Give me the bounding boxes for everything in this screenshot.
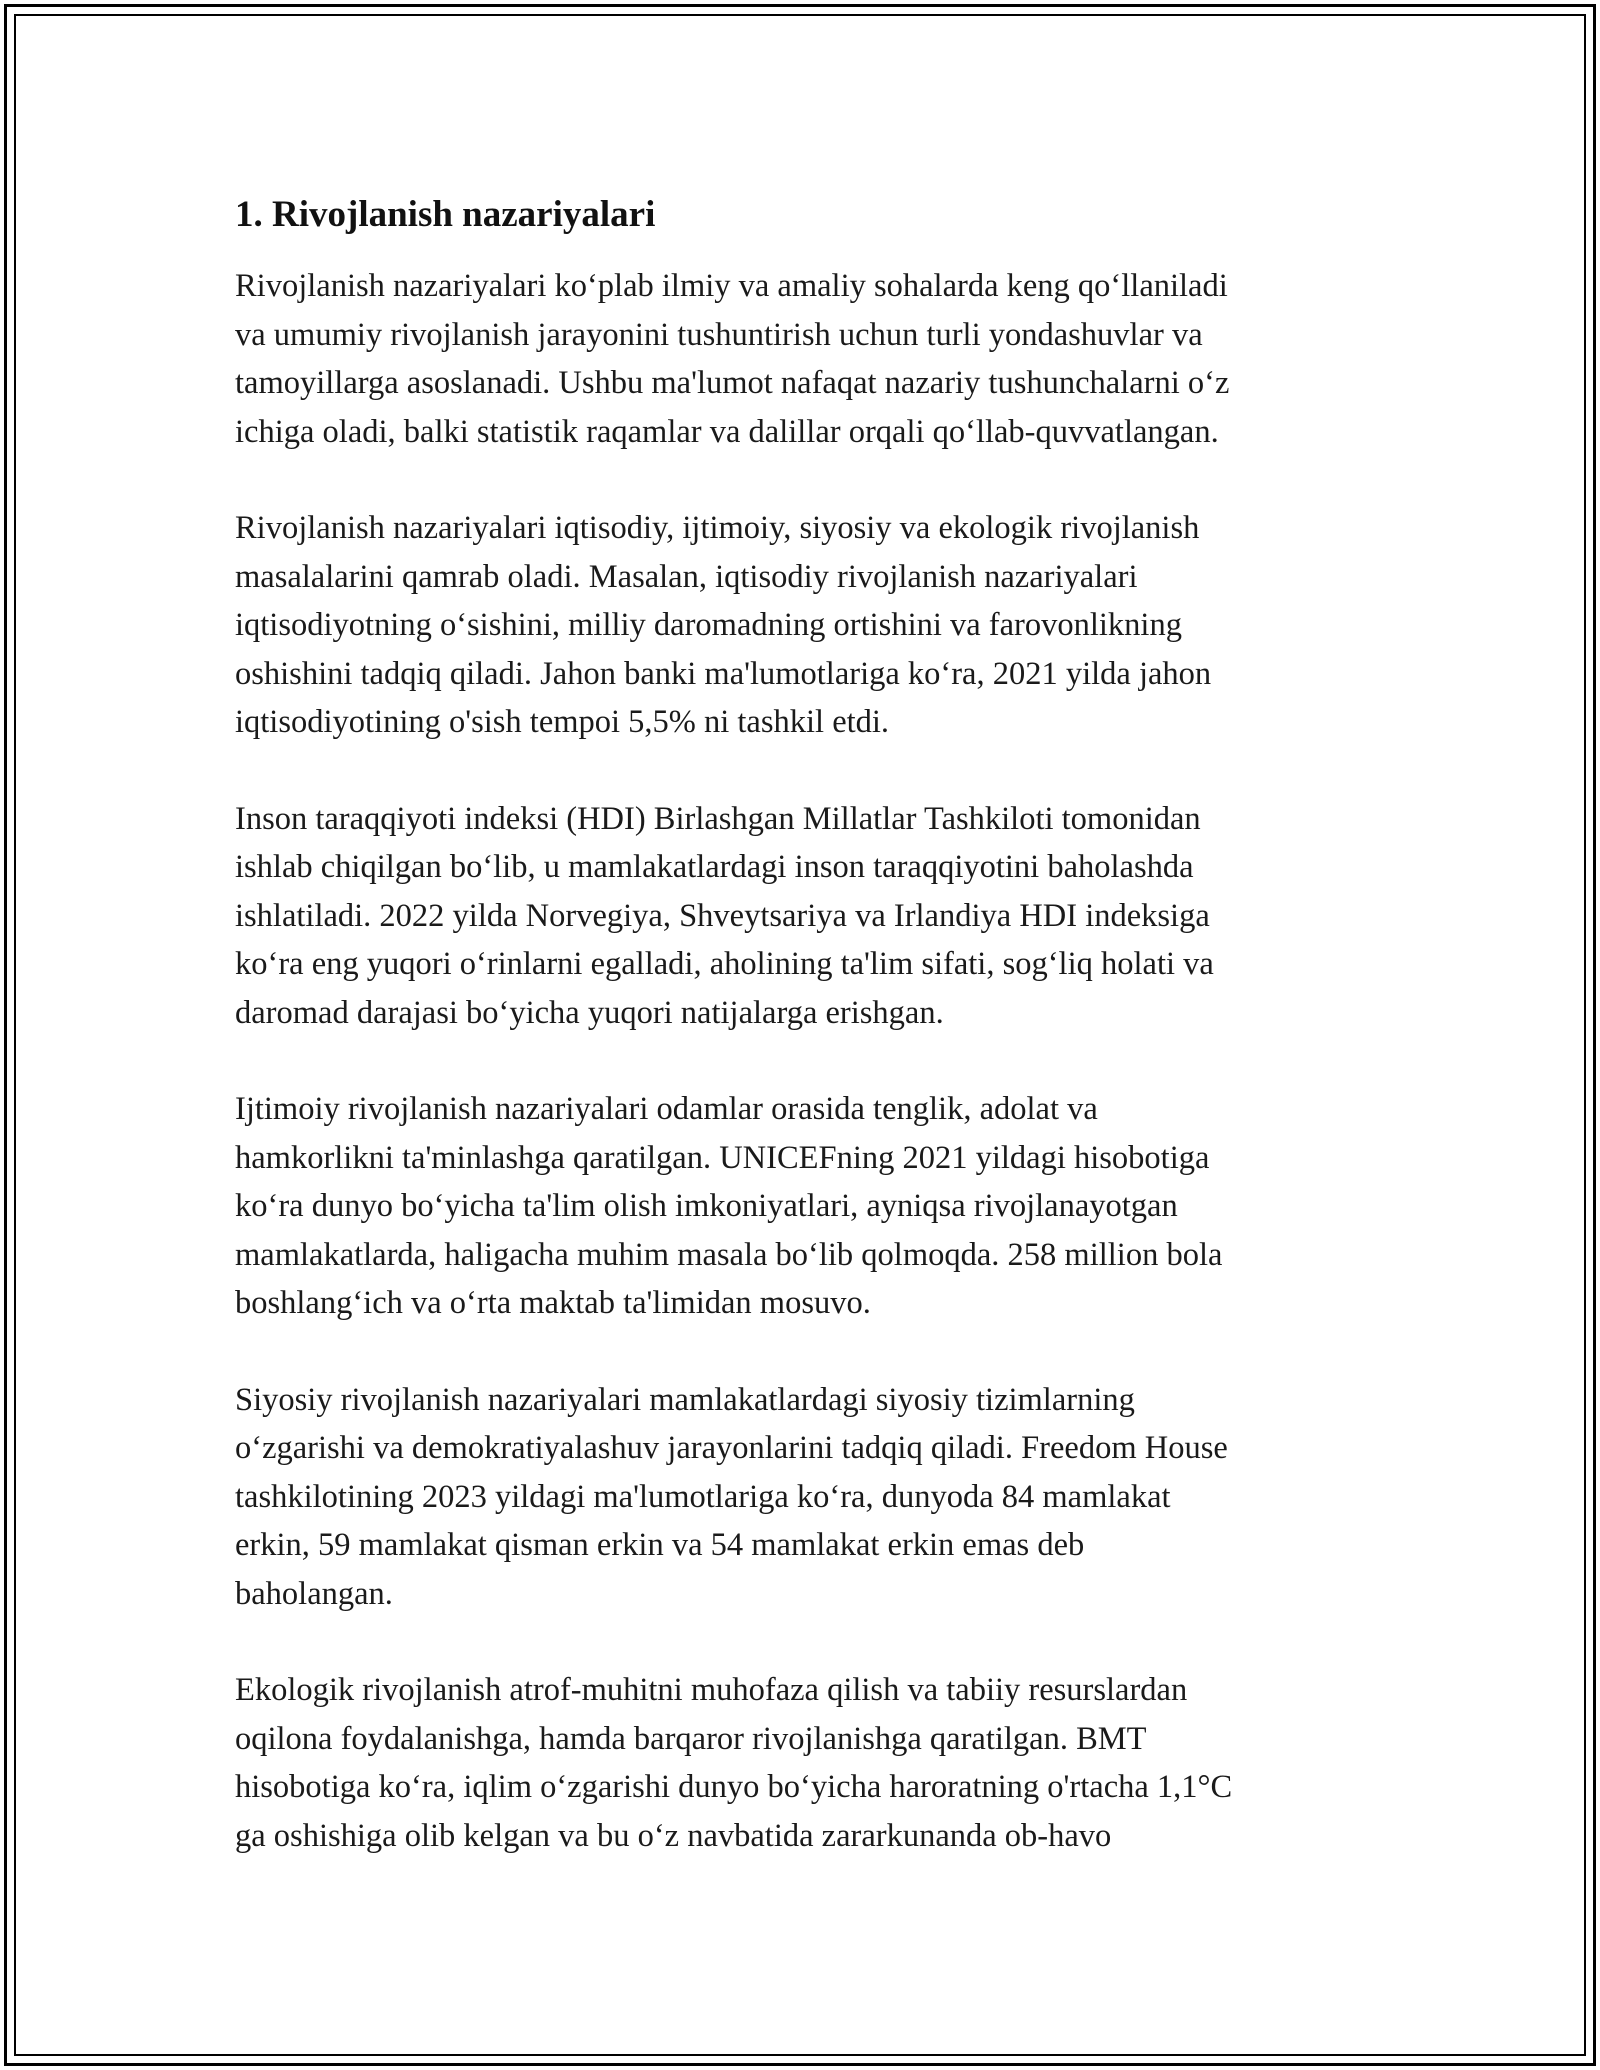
- paragraph-line: hisobotiga ko‘ra, iqlim o‘zgarishi dunyo bo‘yicha haroratning o'rtacha 1,1°C: [235, 1769, 1233, 1805]
- paragraph-line: mamlakatlarda, haligacha muhim masala bo‘lib qolmoqda. 258 million bola: [235, 1236, 1223, 1273]
- paragraph-line: tashkilotining 2023 yildagi ma'lumotlariga ko‘ra, dunyoda 84 mamlakat: [235, 1478, 1171, 1515]
- paragraph-line: Rivojlanish nazariyalari iqtisodiy, ijtimoiy, siyosiy va ekologik rivojlanish: [235, 510, 1200, 546]
- paragraph-line: boshlang‘ich va o‘rta maktab ta'limidan mosuvo.: [235, 1285, 871, 1321]
- paragraph-social: [235, 1085, 1375, 1328]
- paragraph-economic: [235, 504, 1375, 747]
- paragraph-political: [235, 1376, 1375, 1619]
- paragraph-ecological: [235, 1666, 1375, 1860]
- paragraph-line: Siyosiy rivojlanish nazariyalari mamlakatlardagi siyosiy tizimlarning: [235, 1381, 1135, 1418]
- paragraph-line: ichiga oladi, balki statistik raqamlar va dalillar orqali qo‘llab-quvvatlangan.: [235, 413, 1219, 450]
- paragraph-line: Ekologik rivojlanish atrof-muhitni muhofaza qilish va tabiiy resurslardan: [235, 1672, 1188, 1708]
- paragraph-line: ko‘ra dunyo bo‘yicha ta'lim olish imkoniyatlari, ayniqsa rivojlanayotgan: [235, 1188, 1178, 1224]
- paragraph-line: iqtisodiyotining o'sish tempoi 5,5% ni tashkil etdi.: [235, 704, 890, 740]
- paragraph-line: ga oshishiga olib kelgan va bu o‘z navbatida zararkunanda ob-havo: [235, 1817, 1112, 1854]
- section-heading: 1. Rivojlanish nazariyalari: [235, 194, 656, 235]
- paragraph-line: masalalarini qamrab oladi. Masalan, iqtisodiy rivojlanish nazariyalari: [235, 558, 1138, 595]
- paragraph-line: ishlatiladi. 2022 yilda Norvegiya, Shveytsariya va Irlandiya HDI indeksiga: [235, 897, 1210, 934]
- paragraph-line: ko‘ra eng yuqori o‘rinlarni egalladi, aholining ta'lim sifati, sog‘liq holati va: [235, 946, 1214, 982]
- paragraph-line: Ijtimoiy rivojlanish nazariyalari odamlar orasida tenglik, adolat va: [235, 1091, 1098, 1127]
- paragraph-intro: [235, 262, 1375, 456]
- paragraph-line: erkin, 59 mamlakat qisman erkin va 54 mamlakat erkin emas deb: [235, 1527, 1085, 1563]
- paragraph-line: hamkorlikni ta'minlashga qaratilgan. UNICEFning 2021 yildagi hisobotiga: [235, 1139, 1210, 1176]
- paragraph-line: daromad darajasi bo‘yicha yuqori natijalarga erishgan.: [235, 994, 944, 1031]
- paragraph-line: va umumiy rivojlanish jarayonini tushuntirish uchun turli yondashuvlar va: [235, 316, 1203, 353]
- document-body: [235, 190, 1375, 1908]
- paragraph-line: Rivojlanish nazariyalari ko‘plab ilmiy va amaliy sohalarda keng qo‘llaniladi: [235, 268, 1228, 304]
- paragraph-line: iqtisodiyotning o‘sishini, milliy daromadning ortishini va farovonlikning: [235, 607, 1182, 643]
- paragraph-line: tamoyillarga asoslanadi. Ushbu ma'lumot nafaqat nazariy tushunchalarni o‘z: [235, 365, 1230, 401]
- paragraph-line: Inson taraqqiyoti indeksi (HDI) Birlashgan Millatlar Tashkiloti tomonidan: [235, 800, 1201, 837]
- paragraph-line: oqilona foydalanishga, hamda barqaror rivojlanishga qaratilgan. BMT: [235, 1720, 1147, 1757]
- paragraph-hdi: [235, 795, 1375, 1038]
- paragraph-line: o‘zgarishi va demokratiyalashuv jarayonlarini tadqiq qiladi. Freedom House: [235, 1430, 1228, 1466]
- paragraph-line: baholangan.: [235, 1575, 393, 1612]
- paragraph-line: ishlab chiqilgan bo‘lib, u mamlakatlardagi inson taraqqiyotini baholashda: [235, 849, 1194, 885]
- paragraph-line: oshishini tadqiq qiladi. Jahon banki ma'lumotlariga ko‘ra, 2021 yilda jahon: [235, 655, 1212, 692]
